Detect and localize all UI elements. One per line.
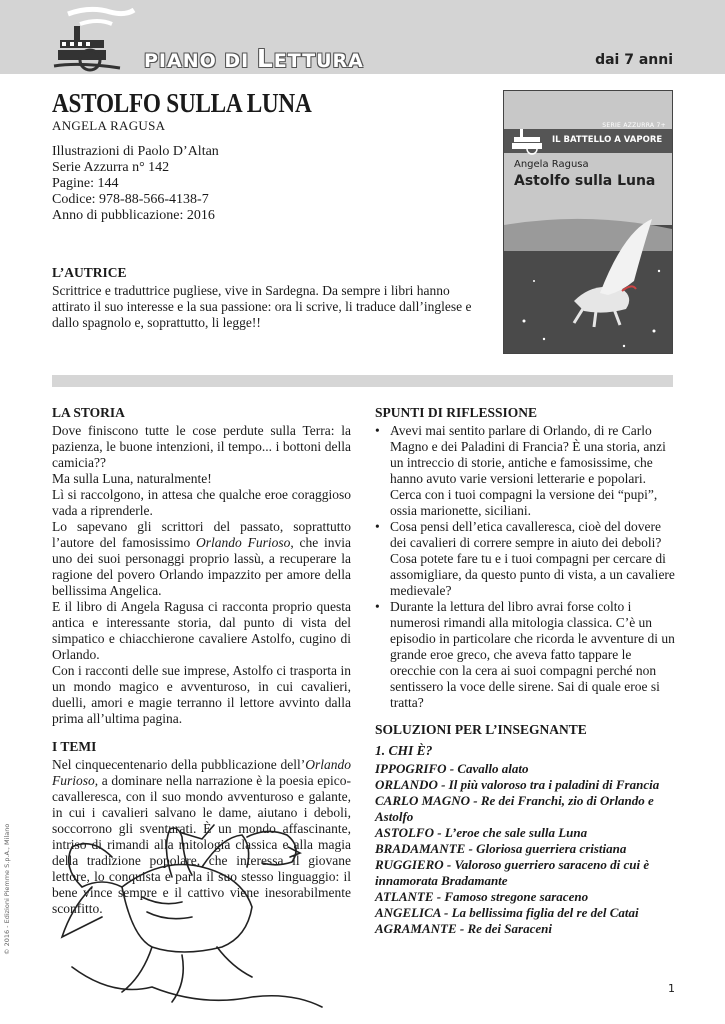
solutions-heading: SOLUZIONI PER L’INSEGNANTE: [375, 722, 587, 737]
cover-hippogriff-image: [504, 211, 672, 353]
age-label: dai 7 anni: [595, 52, 673, 68]
furioso-title: Orlando Furioso: [196, 535, 291, 550]
author-heading: L’AUTRICE: [52, 265, 127, 280]
meta-illustrator: Illustrazioni di Paolo D’Altan: [52, 144, 219, 159]
solutions-question: 1. CHI È?: [375, 743, 433, 758]
series-title: PIANO DI LETTURA: [144, 44, 364, 73]
answer-item: ATLANTE - Famoso stregone saraceno: [375, 889, 589, 904]
cover-brand: IL BATTELLO A VAPORE: [552, 135, 663, 145]
story-paragraph-6: Con i racconti delle sue imprese, Astolfo ci trasporta in un mondo magico e avventuroso, in cui cavalieri, duelli, amori e magie terranno il lettore avvinto dalla prima all’ultima pagina.: [52, 663, 351, 726]
story-paragraph-1: Dove finiscono tutte le cose perdute sulla Terra: la pazienza, le buone intenzioni, il tempo... i bottoni della camicia??: [52, 423, 351, 470]
answer-item: ORLANDO - Il più valoroso tra i paladini di Francia: [375, 777, 660, 792]
reflection-item: • Durante la lettura del libro avrai forse colto i numerosi rimandi alla mitologia classica. C’è un episodio in particolare che ricorda le avventure di un grande eroe greco, che aveva fatto tappare le orecchie con la cera ai suoi compagni perché non sentissero la voce delle sirene. Sai di quale eroe si tratta?: [375, 599, 675, 710]
book-title: ASTOLFO SULLA LUNA: [52, 88, 312, 118]
page-number: 1: [668, 982, 675, 995]
reflection-list: [375, 423, 675, 711]
steamboat-logo-icon: [50, 4, 136, 74]
story-heading: LA STORIA: [52, 405, 125, 420]
answer-item: IPPOGRIFO - Cavallo alato: [375, 761, 529, 776]
header-band: [0, 0, 725, 74]
cover-title: Astolfo sulla Luna: [514, 173, 656, 189]
copyright-notice: © 2016 - Edizioni Piemme S.p.A., Milano: [3, 823, 11, 955]
themes-text: Nel cinquecentenario della pubblicazione dell’Orlando Furioso, a dominare nella narrazione è la poesia epico-cavalleresca, con il suo mondo avventuroso e galante, in cui i cavalieri salvano le dame, aiutano i deboli, soccorrono gli sventurati. È un mondo affascinante, intriso di rimandi alla mitologia classica e alla magia della tradizione popolare, che interessa il giovane lettore, lo conquista e parla il suo stesso linguaggio: il bene vince sempre e il cattivo viene inesorabilmente sconfitto.: [52, 757, 351, 916]
story-paragraph-2: Ma sulla Luna, naturalmente!: [52, 471, 212, 486]
answer-item: AGRAMANTE - Re dei Saraceni: [375, 921, 552, 936]
reflection-item: • Avevi mai sentito parlare di Orlando, di re Carlo Magno e dei Paladini di Francia? È una storia, anzi un intreccio di storie, antiche e famosissime, che hanno avuto varie versioni letterarie e popolari. Cerca con i tuoi compagni la versione dei “pupi”, ossia marionette, siciliani.: [375, 423, 666, 518]
story-paragraph-5: E il libro di Angela Ragusa ci racconta proprio questa antica e interessante storia, dal punto di vista del simpatico e chiacchierone cavaliere Astolfo, cugino di Orlando.: [52, 599, 351, 662]
meta-pages: Pagine: 144: [52, 176, 119, 191]
meta-year: Anno di pubblicazione: 2016: [52, 208, 215, 223]
cover-series: SERIE AZZURRA 7+: [602, 122, 666, 129]
book-author: ANGELA RAGUSA: [52, 118, 166, 133]
answer-item: ANGELICA - La bellissima figlia del re del Catai: [375, 905, 639, 920]
cover-steamboat-icon: [510, 125, 550, 157]
series-title-initial: L: [256, 44, 274, 73]
author-section: [52, 265, 482, 331]
themes-heading: I TEMI: [52, 739, 97, 754]
book-cover: [503, 90, 673, 354]
story-paragraph-3: Lì si raccolgono, in attesa che qualche eroe coraggioso vada a riprenderle.: [52, 487, 351, 518]
answer-item: BRADAMANTE - Gloriosa guerriera cristiana: [375, 841, 627, 856]
book-meta: [52, 144, 219, 224]
cover-author: Angela Ragusa: [514, 159, 589, 170]
divider-bar: [52, 375, 673, 387]
solutions-list: [375, 761, 675, 937]
answer-item: RUGGIERO - Valoroso guerriero saraceno di cui è innamorata Bradamante: [375, 857, 650, 888]
answer-item: ASTOLFO - L’eroe che sale sulla Luna: [375, 825, 588, 840]
hippogriff-illustration: [52, 817, 352, 1017]
themes-furioso-title: Orlando Furioso: [52, 757, 351, 788]
story-paragraph-4: Lo sapevano gli scrittori del passato, soprattutto l’autore del famosissimo Orlando Furioso, che invia uno dei suoi personaggi proprio lassù, a recuperare la ragione del povero Orlando impazzito per amore della bellissima Angelica.: [52, 519, 351, 598]
reflection-item: • Cosa pensi dell’etica cavalleresca, cioè del dovere dei cavalieri di correre sempre in aiuto dei deboli? Cosa potete fare tu e i tuoi compagni per cercare di assomigliare, da questo punto di vista, a un cavaliere medievale?: [375, 519, 675, 598]
author-text: Scrittrice e traduttrice pugliese, vive in Sardegna. Da sempre i libri hanno attirato il suo interesse e la sua passione: ora li scrive, li traduce dall’inglese e dallo spagnolo e, soprattutto, li legge!!: [52, 283, 472, 330]
meta-code: Codice: 978-88-566-4138-7: [52, 192, 209, 207]
answer-item: CARLO MAGNO - Re dei Franchi, zio di Orlando e Astolfo: [375, 793, 654, 824]
right-column: [375, 405, 675, 937]
reflection-heading: SPUNTI DI RIFLESSIONE: [375, 405, 538, 420]
meta-series: Serie Azzurra n° 142: [52, 160, 170, 175]
